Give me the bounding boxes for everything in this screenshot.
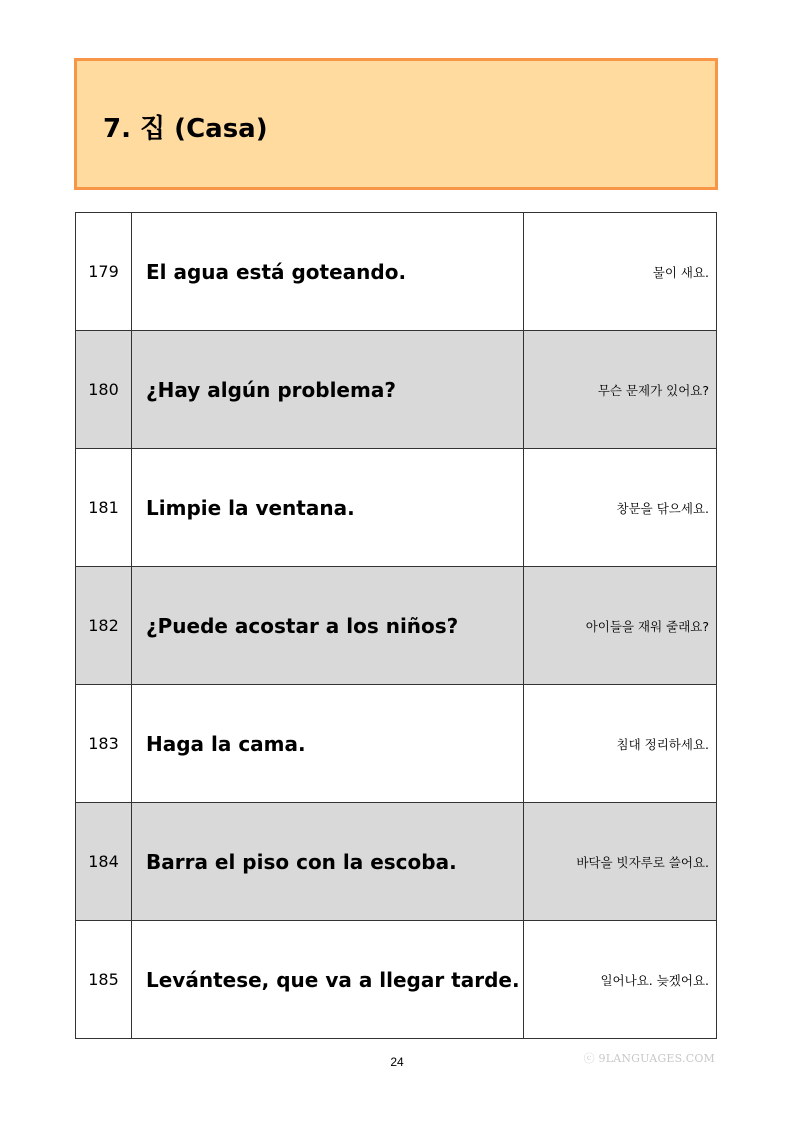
spanish-phrase: El agua está goteando. [132, 213, 524, 331]
korean-translation: 무슨 문제가 있어요? [524, 331, 717, 449]
korean-translation: 침대 정리하세요. [524, 685, 717, 803]
table-row [76, 921, 717, 1039]
spanish-phrase: Limpie la ventana. [132, 449, 524, 567]
copyright-watermark: ⓒ 9LANGUAGES.COM [583, 1052, 715, 1065]
table-row [76, 449, 717, 567]
table-row [76, 685, 717, 803]
korean-translation: 창문을 닦으세요. [524, 449, 717, 567]
korean-translation: 아이들을 재워 줄래요? [524, 567, 717, 685]
spanish-phrase: ¿Hay algún problema? [132, 331, 524, 449]
phrase-number: 183 [76, 685, 132, 803]
phrase-number: 185 [76, 921, 132, 1039]
korean-translation: 물이 새요. [524, 213, 717, 331]
chapter-title: 7. 집 (Casa) [103, 114, 268, 144]
phrase-number: 181 [76, 449, 132, 567]
table-row [76, 567, 717, 685]
page-number: 24 [390, 1055, 404, 1069]
table-row [76, 803, 717, 921]
korean-translation: 일어나요. 늦겠어요. [524, 921, 717, 1039]
phrase-number: 179 [76, 213, 132, 331]
spanish-phrase: Barra el piso con la escoba. [132, 803, 524, 921]
chapter-title-box [74, 58, 718, 190]
phrase-number: 180 [76, 331, 132, 449]
spanish-phrase: ¿Puede acostar a los niños? [132, 567, 524, 685]
table-row [76, 331, 717, 449]
spanish-phrase: Haga la cama. [132, 685, 524, 803]
korean-translation: 바닥을 빗자루로 쓸어요. [524, 803, 717, 921]
spanish-phrase: Levántese, que va a llegar tarde. [132, 921, 524, 1039]
phrase-number: 182 [76, 567, 132, 685]
table-row [76, 213, 717, 331]
phrase-table [75, 212, 717, 1039]
phrase-number: 184 [76, 803, 132, 921]
